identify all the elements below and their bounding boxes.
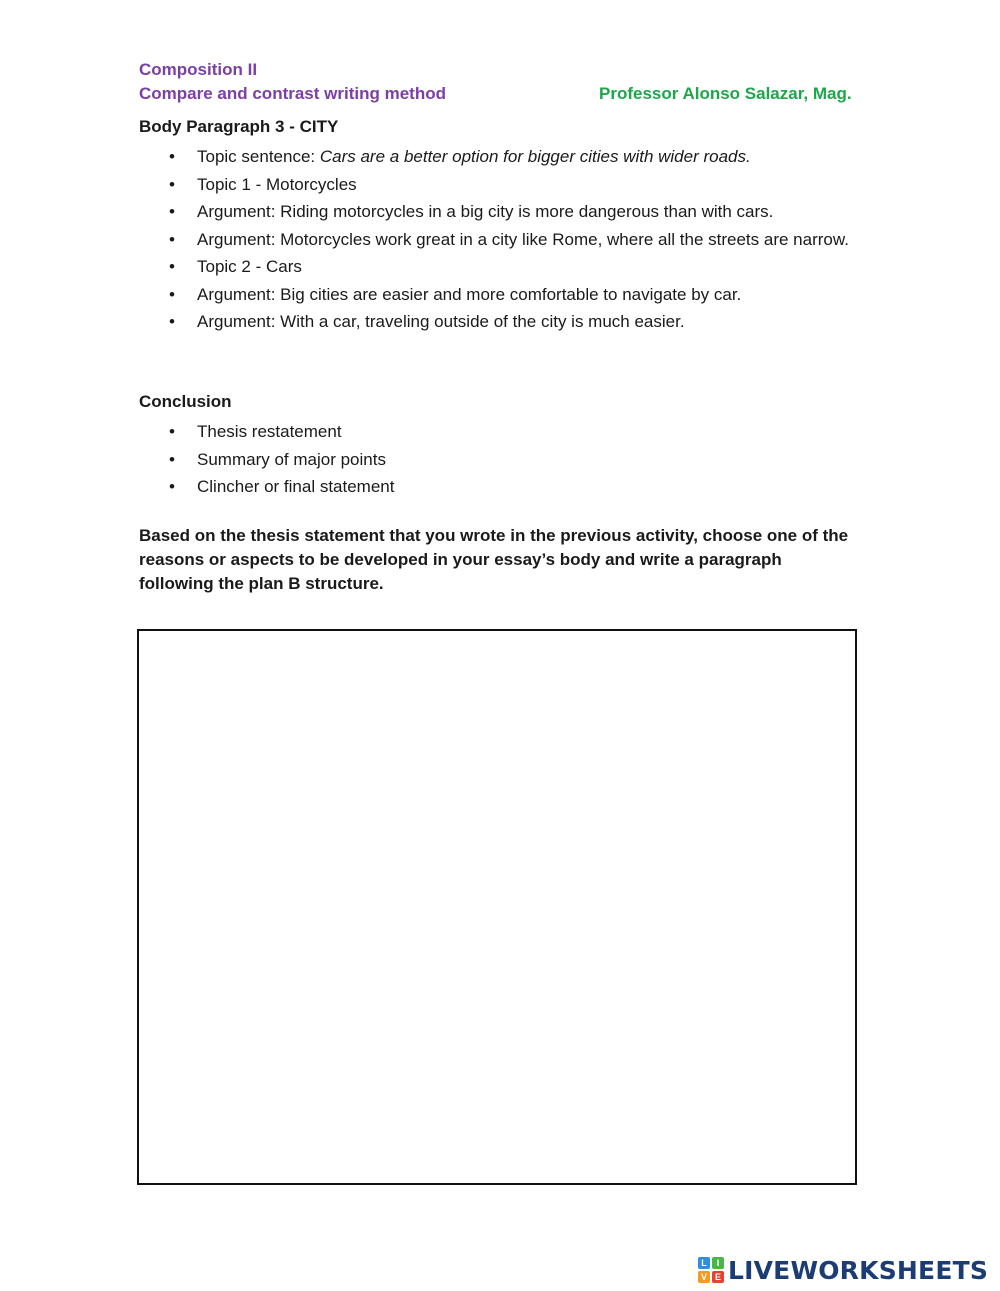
list-item: [139, 446, 859, 474]
icon-letter: I: [712, 1257, 724, 1269]
professor-name: Professor Alonso Salazar, Mag.: [599, 84, 852, 103]
list-item-text: Argument: Riding motorcycles in a big city is more dangerous than with cars.: [197, 202, 774, 221]
list-item-text: Clincher or final statement: [197, 477, 395, 496]
list-item-prefix: Topic sentence:: [197, 147, 320, 166]
list-item-text: Argument: Big cities are easier and more comfortable to navigate by car.: [197, 284, 742, 304]
list-item-text: Argument: With a car, traveling outside of the city is much easier.: [197, 312, 685, 331]
brand-logo: [698, 1254, 988, 1286]
live-blocks-icon: [698, 1257, 724, 1283]
course-subtitle: Compare and contrast writing method: [139, 84, 446, 103]
icon-letter: L: [698, 1257, 710, 1269]
list-item: [139, 253, 859, 281]
list-item: [139, 171, 859, 199]
list-item: [139, 308, 859, 336]
activity-instructions: Based on the thesis statement that you wrote in the previous activity, choose one of the reasons or aspects to be developed in your essay’s body and write a paragraph following the plan B structure.: [139, 526, 849, 593]
list-item-text: Thesis restatement: [197, 422, 342, 441]
topic-sentence-text: Cars are a better option for bigger cities with wider roads.: [319, 147, 751, 166]
list-item: [139, 143, 859, 171]
icon-letter: V: [698, 1271, 710, 1283]
list-item-text: Argument: Motorcycles work great in a city like Rome, where all the streets are narrow.: [197, 229, 849, 249]
list-item-text: Topic 1 - Motorcycles: [197, 174, 357, 194]
body-paragraph-title: Body Paragraph 3 - CITY: [139, 117, 339, 136]
conclusion-section: [139, 390, 859, 501]
icon-letter: E: [712, 1271, 724, 1283]
list-item: [139, 473, 859, 501]
list-item: [139, 418, 859, 446]
body-paragraph-list: [139, 143, 859, 336]
answer-text-box[interactable]: [137, 629, 857, 1185]
list-item-text: Summary of major points: [197, 449, 386, 469]
conclusion-list: [139, 418, 859, 501]
course-title: Composition II: [139, 60, 258, 79]
body-paragraph-section: [139, 115, 859, 336]
list-item-text: Topic 2 - Cars: [197, 257, 302, 276]
header-left: [139, 58, 446, 106]
list-item: [139, 281, 859, 309]
brand-name: LIVEWORKSHEETS: [728, 1255, 989, 1285]
list-item: [139, 198, 859, 226]
list-item: [139, 226, 859, 254]
conclusion-title: Conclusion: [139, 392, 232, 411]
